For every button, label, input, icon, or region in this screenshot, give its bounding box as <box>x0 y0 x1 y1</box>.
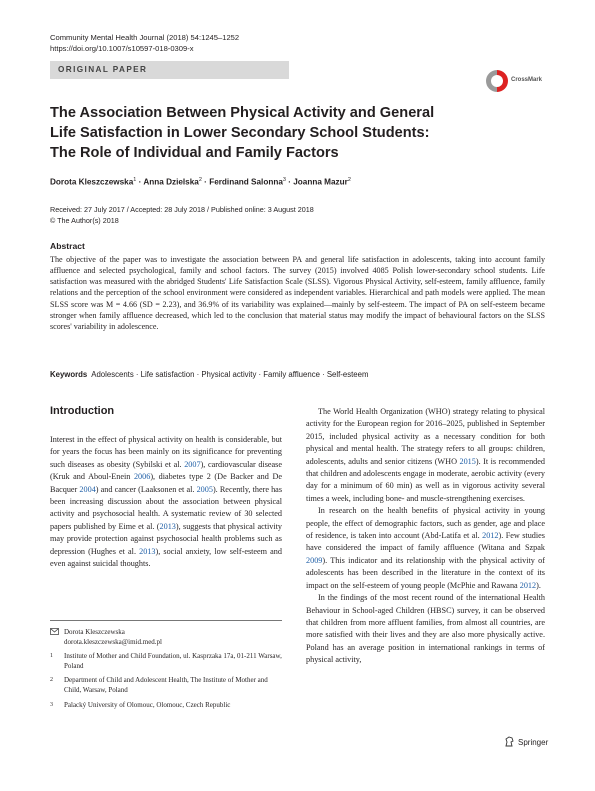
abstract-heading: Abstract <box>50 241 85 251</box>
envelope-icon <box>50 628 64 647</box>
publication-dates <box>50 205 314 226</box>
citation-link[interactable]: 2006 <box>133 472 151 482</box>
citation-link[interactable]: 2009 <box>306 555 323 565</box>
springer-horse-icon <box>504 736 515 749</box>
abstract-body: The objective of the paper was to investigate the association between PA and general life satisfaction in adolescents, taking into account family affluence and selected psychological, family and school factors. The survey (2015) involved 4085 Polish lower-secondary school students. Life satisfaction was measured with the abridged Students' Life Satisfaction Scale (SLSS). Vigorous Physical Activity, self-esteem, family affluence, family relations and the perception of the school environment were considered as independent variables. Hierarchical and path models were applied. The mean SLSS score was M = 4.66 (SD = 2.23), and 36.9% of its variability was explained—mainly by self-esteem. The impact of PA on self-esteem became stronger when family affluence decreased, which led to the conclusion that material status may modify the impact of behavioural factors on the SLSS scores' variability in adolescence. <box>50 255 545 331</box>
affiliation: 3 Palacký University of Olomouc, Olomouc, Czech Republic <box>50 700 231 709</box>
paragraph: Interest in the effect of physical activity on health is considerable, but for years the focus has been mainly on its significance for preventing such diseases as obesity (Sybilski et al. 2007), cardiovascular disease (Kruk and Aboul-Enein 2006), diabetes type 2 (De Backer and De Bacquer 2004) and cancer (Laaksonen et al. 2005). Recently, there has been increasing discussion about the association between physical activity and psychosocial health. A systematic review of 30 selected papers published by Eime et al. (2013), suggests that physical activity may provide protection against psychosocial health problems such as depression (Hughes et al. 2013), social anxiety, low self-esteem and even against suicidal thoughts. <box>50 435 283 569</box>
crossmark-icon <box>486 70 508 92</box>
citation-link[interactable]: 2005 <box>196 484 213 494</box>
publisher-name: Springer <box>518 738 549 747</box>
publisher-logo <box>504 736 548 749</box>
footnotes <box>50 628 282 715</box>
author-affiliation-mark: 1 <box>133 177 137 183</box>
corresponding-name: Dorota Kleszczewska <box>64 628 125 636</box>
paragraph: The World Health Organization (WHO) strategy relating to physical activity for the European region for 2016–2025, published in September 2015, included physical activity as a necessary condition for both physical and mental health. The strategy refers to all groups: children, adolescents, adults and senior citizens (WHO 2015). It is recommended that children and adolescents engage in moderate, aerobic activity (every day for a minimum of 60 min) as well as in vigorous activity several times a week, including bone- and muscle-strengthening exercises. <box>306 407 545 503</box>
citation-link[interactable]: 2013 <box>139 546 156 556</box>
author-name[interactable]: Joanna Mazur <box>293 177 348 187</box>
left-column <box>50 434 282 570</box>
affiliation: 2 Department of Child and Adolescent Health, The Institute of Mother and Child, Warsaw, Poland <box>50 676 268 694</box>
article-type-label: ORIGINAL PAPER <box>58 65 148 74</box>
keywords-list: Adolescents · Life satisfaction · Physical activity · Family affluence · Self-esteem <box>91 370 369 379</box>
author-affiliation-mark: 2 <box>198 177 202 183</box>
footnote-divider <box>50 620 282 621</box>
citation-link[interactable]: 2013 <box>159 521 176 531</box>
introduction-heading: Introduction <box>50 405 115 417</box>
history-dates: Received: 27 July 2017 / Accepted: 28 July 2018 / Published online: 3 August 2018 <box>50 205 314 214</box>
corresponding-author <box>50 628 282 647</box>
citation-link[interactable]: 2007 <box>184 459 201 469</box>
paragraph: In the findings of the most recent round of the international Health Behaviour in School-aged Children (HBSC) survey, it can be observed that children from more affluent families, from almost all countries, are more satisfied with their lives and they are also more physically active. Poland has an average position in international rankings in terms of physical activity, <box>306 593 545 665</box>
citation-link[interactable]: 2015 <box>459 456 476 466</box>
article-title: The Association Between Physical Activity and General Life Satisfaction in Lower Secondary School Students: The Role of Individual and Family Factors <box>50 105 435 161</box>
copyright-line: © The Author(s) 2018 <box>50 215 119 225</box>
keywords <box>50 370 545 379</box>
author-affiliation-mark: 2 <box>347 177 351 183</box>
right-column <box>306 406 545 667</box>
author-name[interactable]: Anna Dzielska <box>143 177 199 187</box>
author-list: Dorota Kleszczewska$^1$ · Anna Dzielska$^2$ · Ferdinand Salonna$^3$ · Joanna Mazur$^2$ <box>50 177 351 187</box>
author-affiliation-mark: 3 <box>282 177 286 183</box>
corresponding-email[interactable]: dorota.kleszczewska@imid.med.pl <box>64 637 162 646</box>
journal-header <box>50 32 239 54</box>
citation-link[interactable]: 2004 <box>79 484 96 494</box>
journal-citation: Community Mental Health Journal (2018) 54:1245–1252 <box>50 33 240 42</box>
citation-link[interactable]: 2012 <box>519 580 537 590</box>
paragraph: In research on the health benefits of physical activity in young people, the effect of demographic factors, such as gender, age and place of residence, is taken into account (Abd-Latifa et al. 2012). Few studies have considered the impact of family affluence (Witana and Szpak 2009). This indicator and its relationship with the physical activity of adolescents has been described in the literature in the context of its impact on the self-esteem of young people (McPhie and Rawana 2012). <box>306 506 545 590</box>
citation-link[interactable]: 2012 <box>482 531 499 541</box>
affiliation: 1 Institute of Mother and Child Foundation, ul. Kasprzaka 17a, 01-211 Warsaw, Poland <box>50 652 282 670</box>
crossmark-label: CrossMark <box>511 77 543 83</box>
crossmark-badge[interactable] <box>486 70 546 96</box>
keywords-label: Keywords <box>50 370 88 379</box>
doi-link[interactable]: https://doi.org/10.1007/s10597-018-0309-x <box>50 44 194 53</box>
author-name[interactable]: Dorota Kleszczewska <box>50 177 134 187</box>
author-name[interactable]: Ferdinand Salonna <box>209 177 283 187</box>
